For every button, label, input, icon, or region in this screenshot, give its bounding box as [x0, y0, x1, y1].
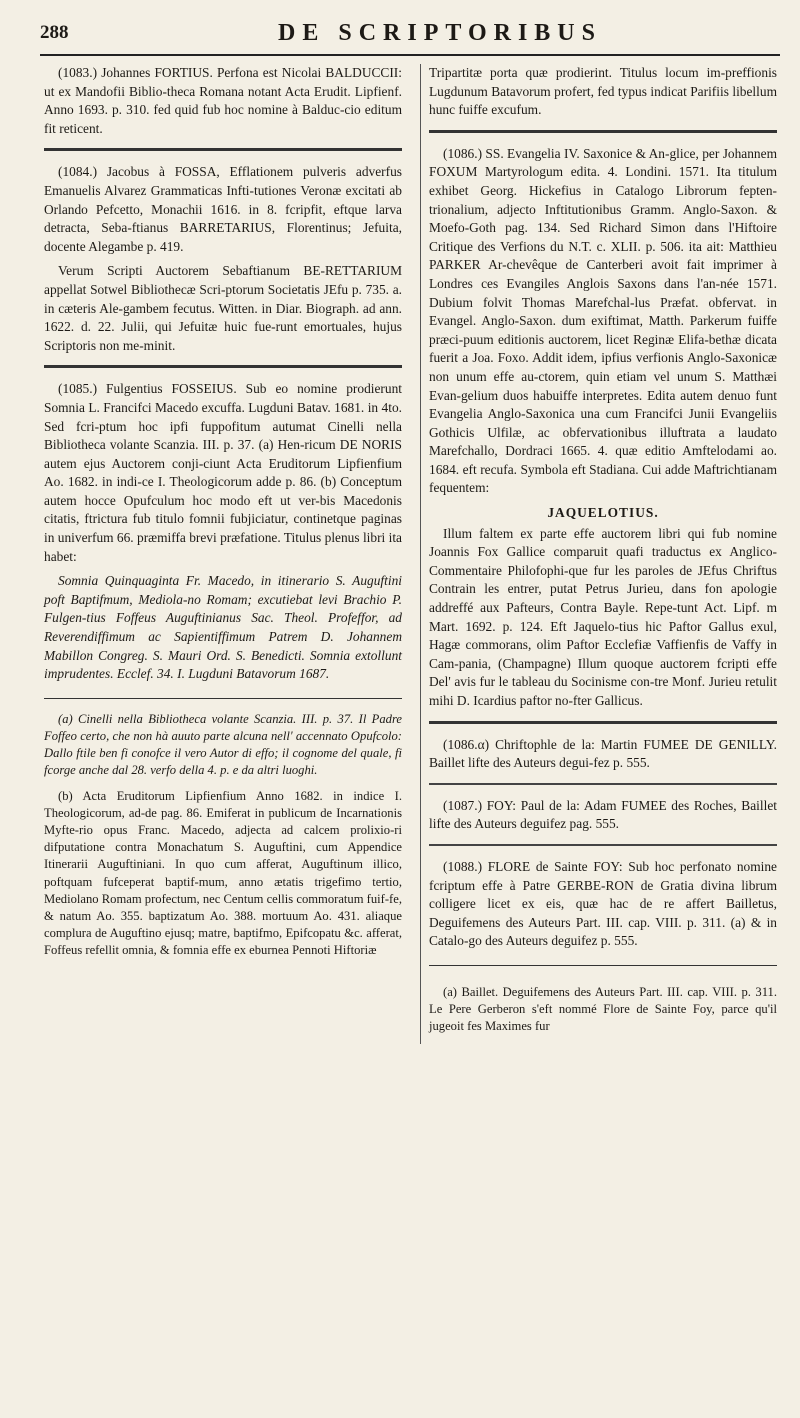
section-divider [429, 130, 777, 133]
section-divider [429, 721, 777, 724]
page-number: 288 [40, 22, 69, 43]
entry-1086-alpha: (1086.α) Chriftophle de la: Martin FUMEE DE GENILLY. Baillet lifte des Auteurs degui-fez p. 555. [429, 736, 777, 771]
entry-1087: (1087.) FOY: Paul de la: Adam FUMEE des Roches, Baillet lifte des Auteurs deguifez pag. 555. [429, 797, 777, 832]
section-divider [429, 783, 777, 785]
entry-1086: (1086.) SS. Evangelia IV. Saxonice & An-glice, per Johannem FOXUM Martyrologum edita. 4. Londini. 1571. Ita titulum exhibet Georg. Hickefius in Catalogo Librorum fepten-trionalium, adjecto Inftitutionibus Gramm. Anglo-Saxon. & Moefo-Goth pag. 134. Sed Richard Simon dans l'Hiftoire Critique des Verfions du N.T. c. XLII. p. 506. ita ait: Matthieu PARKER Ar-chevêque de Canterberi avoit fait imprimer à Londres ces Evangiles Anglois Saxons dans l'an-née 1571. Dubium folvit Thomas Marefchal-lus Præfat. obfervat. in Evangel. Anglo-Saxon. dum exiftimat, Matth. Parkerum fuiffe præci-puum editionis auctorem, licet Reginæ Elifa-bethæ dicata fuerit a Joa. Foxo. Addit idem, ipfius verfionis Anglo-Saxonicæ non unum effe au-ctorem, quin etiam vel unum S. Matthæi Evan-gelium duos habuiffe interpretes. Edita autem denuo funt Evangelia Anglo-Saxonica una cum Francifci Junii Evangeliis Gothicis Ulfilæ, ac obfervationibus illuftrata a laudato Marefchallo, Dordraci 1665. 4. quæ editio Amftelodami ao. 1684. eft recufa. Symbola eft Stadiana. Cui adde Maftrichtianam fequentem: [429, 145, 777, 496]
entry-1084: (1084.) Jacobus à FOSSA, Efflationem pulveris adverfus Emanuelis Alvarez Grammaticas Infti-tutiones Veronæ excitati ab Orlando Pefcetto, Monachii 1616. in 8. fcripfit, eftque larva detracta, Seba-ftianus BARRETARIUS, Florentinus; Jefuita, docente Alegambe p. 419. [44, 164, 402, 254]
right-column [420, 64, 777, 1044]
footnote-b: (b) Acta Eruditorum Lipfienfium Anno 1682. in indice I. Theologicorum, ad-de pag. 86. Emiferat in publicum de Incarnationis Myfte-rio opus Franc. Macedo, adjecta ad calcem prolixio-ri difputatione contra Monachatum S. Auguftini, cum Appendice Itinerarii Auguftiniani. In quo cum afferat, Auguftinum illico, poftquam fufceperat baptif-mum, anno ætatis trigefimo tertio, Mediolano Romam profectum, nec Centum cellis commoratum fuif-fe, & natum Ao. 355. baptizatum Ao. 388. mortuum Ao. 431. aliaque complura de Auguftino ejusq; matre, baptifmo, Epifcopatu &c. afferat, Foffeus refellit omnia, & fomnia effe ex eburnea Pennoti Hiftoriæ [44, 788, 402, 958]
footnote-a-right: (a) Baillet. Deguifemens des Auteurs Part. III. cap. VIII. p. 311. Le Pere Gerberon s'eft nommé Flore de Sainte Foy, parce qu'il jugeoit fes Maximes fur [429, 984, 777, 1034]
entry-1085-continued: Tripartitæ porta quæ prodierint. Titulus locum im-preffionis Lugdunum Batavorum profert, fed typus indicat Parifiis libellum hunc fuiffe excufum. [429, 65, 777, 118]
right-footnotes [429, 984, 777, 1036]
entry-1085: (1085.) Fulgentius FOSSEIUS. Sub eo nomine prodierunt Somnia L. Francifci Macedo excuffa. Lugduni Batav. 1681. in 4to. Sed fcri-ptum hoc ipfi fuppofitum autumat Cinelli nella Bibliotheca volante Scanzia. III. p. 37. (a) Hen-ricum DE NORIS autem ejus Auctorem conji-ciunt Acta Eruditorum Lipfienfium Ao. 1682. in indi-ce I. Theologicorum adde p. 86. (b) Conceptum autem hocce Opufculum hoc modo eft ut ver-bis Macedonis citatis, ftrictura fub titulo fomnii fubjiciatur, continetque paginas in univerfum 66. præmiffa brevi præfatione. Titulus plenus libri ita habet: [44, 381, 402, 564]
entry-1088: (1088.) FLORE de Sainte FOY: Sub hoc perfonato nomine fcriptum effe à Patre GERBE-RON de Gratia divina librum colligere licet ex eis, quæ hac de re affert Bailletus, Deguifemens des Auteurs Part. III. cap. VIII. p. 311. (a) & in Catalo-go des Auteurs deguifez p. 555. [429, 858, 777, 949]
footnote-a: (a) Cinelli nella Bibliotheca volante Scanzia. III. p. 37. Il Padre Foffeo certo, che non hà auuto parte alcuna nell' accennato Opufcolo: Dallo ftile ben fi conofce il vero Autor di effo; il cognome del quale, fi fcorge anche dal 28. verfo della 4. p. e da altri luoghi. [44, 711, 402, 778]
footnote-divider [44, 698, 402, 699]
section-divider [429, 844, 777, 846]
section-divider [44, 365, 402, 368]
section-divider [44, 148, 402, 151]
entry-1086-cont: Illum faltem ex parte effe auctorem libri qui fub nomine Joannis Fox Gallice comparuit quafi traductus ex Anglico-Commentaire Philofophi-que fur les paroles de JEfus Chriftus Contrain les entrer, putat Petrus Jurieu, dans fon apologie addreffé aux Pafteurs, Contra Bayle. Repe-tunt Act. Lipf. m Mart. 1692. p. 124. Eft Jaquelo-tius hic Paftor Gallus exul, Hagæ commorans, olim Paftor Ecclefiæ Vaffienfis de Vaffy in Cam-pania, (Champagne) Illum quoque auctorem fcripti effe Del' avis fur le tableau du Socinisme con-tre Monf. Jurieu retulit mihi D. Icardius paftor no-fter Gallicus. [429, 525, 777, 708]
page-header [40, 20, 780, 56]
entry-1085-title: Somnia Quinquaginta Fr. Macedo, in itinerario S. Auguftini poft Baptifmum, Mediola-no Romam; excutiebat levi Brachio P. Fulgen-tius Foffeus Auguftinianus Sac. Theol. Profeffor, ad Reverendiffimum ac Sapientiffimum Patrem D. Johannem Mabillon Congreg. S. Mauri Ord. S. Benedicti. Somnia extollunt imprudentes. Ecclef. 34. I. Lugduni Batavorum 1687. [44, 573, 402, 682]
entry-1084-cont: Verum Scripti Auctorem Sebaftianum BE-RETTARIUM appellat Sotwel Bibliothecæ Scri-ptorum Societatis JEfu p. 735. a. in cæteris Ale-gambem fecutus. Witten. in Diar. Biograph. ad ann. 1622. d. 22. Julii, qui Jefuitæ huic fue-runt emortuales, hujus Scriptoris non me-minit. [44, 263, 402, 353]
running-head: DE SCRIPTORIBUS [278, 20, 602, 46]
left-column [44, 64, 402, 968]
entry-1083: (1083.) Johannes FORTIUS. Perfona est Nicolai BALDUCCII: ut ex Mandofii Biblio-theca Romana notant Acta Erudit. Lipfienf. Anno 1693. p. 310. fed quid fub hoc nomine à Balduc-cio editum fit reticent. [44, 65, 402, 136]
subheading-jaquelotius: JAQUELOTIUS. [547, 505, 659, 521]
left-footnotes [44, 711, 402, 960]
footnote-divider [429, 965, 777, 966]
